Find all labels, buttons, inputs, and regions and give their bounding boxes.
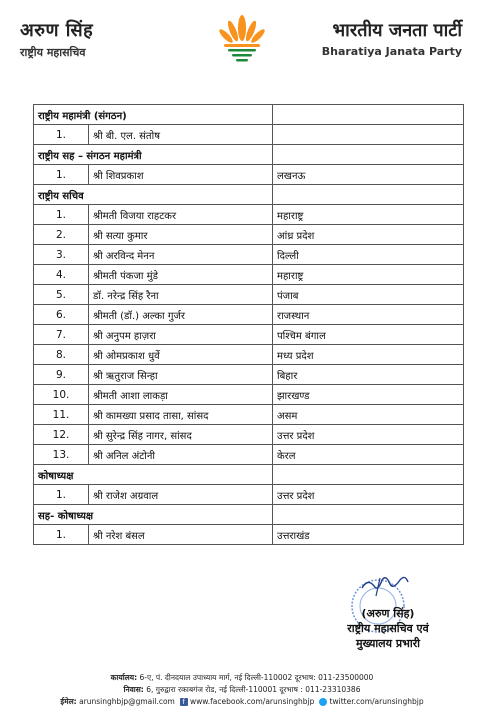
table-row xyxy=(34,485,464,505)
section-header-row xyxy=(34,105,464,125)
row-number: 13. xyxy=(34,445,89,465)
row-number: 6. xyxy=(34,305,89,325)
facebook-icon: f xyxy=(180,698,188,706)
section-header-row xyxy=(34,465,464,485)
footer-residence xyxy=(0,684,484,696)
member-state xyxy=(273,125,464,145)
row-number: 2. xyxy=(34,225,89,245)
member-state: उत्तराखंड xyxy=(273,525,464,545)
member-name: श्री अरविन्द मेनन xyxy=(89,245,273,265)
table-row xyxy=(34,345,464,365)
table-row xyxy=(34,225,464,245)
table-row xyxy=(34,445,464,465)
section-title: राष्ट्रीय सह – संगठन महामंत्री xyxy=(34,145,273,165)
table-row xyxy=(34,325,464,345)
section-header-row xyxy=(34,145,464,165)
section-title: सह- कोषाध्यक्ष xyxy=(34,505,273,525)
member-name: श्री अनिल अंटोनी xyxy=(89,445,273,465)
footer xyxy=(0,672,484,708)
member-state: राजस्थान xyxy=(273,305,464,325)
member-state: बिहार xyxy=(273,365,464,385)
member-name: श्री नरेश बंसल xyxy=(89,525,273,545)
section-title: राष्ट्रीय सचिव xyxy=(34,185,273,205)
signatory-designation-1: राष्ट्रीय महासचिव एवं xyxy=(347,622,429,635)
section-title: कोषाध्यक्ष xyxy=(34,465,273,485)
row-number: 9. xyxy=(34,365,89,385)
email-label: ईमेल: xyxy=(60,697,77,706)
sender-name: अरुण सिंह xyxy=(20,20,94,41)
office-bearers-body xyxy=(34,105,464,545)
footer-office xyxy=(0,672,484,684)
section-title-blank xyxy=(273,185,464,205)
member-name: श्री ऋतुराज सिन्हा xyxy=(89,365,273,385)
office-address: 6-ए, पं. दीनदयाल उपाध्याय मार्ग, नई दिल्ली-110002 दूरभाष: 011-23500000 xyxy=(139,673,374,682)
member-state: झारखण्ड xyxy=(273,385,464,405)
member-name: श्रीमती पंकजा मुंडे xyxy=(89,265,273,285)
email-link[interactable]: arunsinghbjp@gmail.com xyxy=(79,697,175,706)
signatory-designation-2: मुख्यालय प्रभारी xyxy=(355,637,421,650)
table-row xyxy=(34,205,464,225)
office-bearers-table xyxy=(33,104,464,545)
table-row xyxy=(34,285,464,305)
row-number: 1. xyxy=(34,525,89,545)
row-number: 1. xyxy=(34,125,89,145)
section-header-row xyxy=(34,185,464,205)
table-row xyxy=(34,385,464,405)
party-name-english: Bharatiya Janata Party xyxy=(321,45,462,58)
row-number: 1. xyxy=(34,205,89,225)
row-number: 1. xyxy=(34,485,89,505)
table-row xyxy=(34,525,464,545)
row-number: 12. xyxy=(34,425,89,445)
section-title-blank xyxy=(273,465,464,485)
party-block xyxy=(322,18,462,58)
table-row xyxy=(34,305,464,325)
row-number: 10. xyxy=(34,385,89,405)
row-number: 1. xyxy=(34,165,89,185)
section-title-blank xyxy=(273,145,464,165)
table-row xyxy=(34,125,464,145)
member-state: असम xyxy=(273,405,464,425)
member-name: श्री सत्या कुमार xyxy=(89,225,273,245)
section-header-row xyxy=(34,505,464,525)
member-name: श्रीमती आशा लाकड़ा xyxy=(89,385,273,405)
member-state: लखनऊ xyxy=(273,165,464,185)
member-state: पंजाब xyxy=(273,285,464,305)
table-row xyxy=(34,165,464,185)
signatory-name: (अरुण सिंह) xyxy=(361,607,415,620)
row-number: 7. xyxy=(34,325,89,345)
member-name: श्री अनुपम हाज़रा xyxy=(89,325,273,345)
row-number: 8. xyxy=(34,345,89,365)
member-state: आंध्र प्रदेश xyxy=(273,225,464,245)
section-title: राष्ट्रीय महामंत्री (संगठन) xyxy=(34,105,273,125)
row-number: 11. xyxy=(34,405,89,425)
residence-label: निवास: xyxy=(123,685,144,694)
member-state: केरल xyxy=(273,445,464,465)
row-number: 5. xyxy=(34,285,89,305)
table-row xyxy=(34,365,464,385)
member-name: श्री शिवप्रकाश xyxy=(89,165,273,185)
sender-block xyxy=(20,18,93,60)
member-name: डॉ. नरेन्द्र सिंह रैना xyxy=(89,285,273,305)
member-state: मध्य प्रदेश xyxy=(273,345,464,365)
residence-address: 6, गुरुद्वारा रकाबगंज रोड, नई दिल्ली-110001 दूरभाष : 011-23310386 xyxy=(146,685,361,694)
member-name: श्रीमती विजया राहटकर xyxy=(89,205,273,225)
lotus-icon xyxy=(216,8,268,64)
member-name: श्री बी. एल. संतोष xyxy=(89,125,273,145)
office-label: कार्यालय: xyxy=(110,673,138,682)
row-number: 3. xyxy=(34,245,89,265)
footer-contacts xyxy=(0,696,484,708)
table-row xyxy=(34,265,464,285)
sender-role: राष्ट्रीय महासचिव xyxy=(20,46,86,59)
member-name: श्रीमती (डॉ.) अल्का गुर्जर xyxy=(89,305,273,325)
member-name: श्री राजेश अग्रवाल xyxy=(89,485,273,505)
table-row xyxy=(34,405,464,425)
member-state: पश्चिम बंगाल xyxy=(273,325,464,345)
table-row xyxy=(34,245,464,265)
signatory-block xyxy=(318,606,458,651)
member-name: श्री सुरेन्द्र सिंह नागर, सांसद xyxy=(89,425,273,445)
member-state: महाराष्ट्र xyxy=(273,265,464,285)
section-title-blank xyxy=(273,505,464,525)
member-name: श्री कामख्या प्रसाद तासा, सांसद xyxy=(89,405,273,425)
member-name: श्री ओमप्रकाश धुर्वे xyxy=(89,345,273,365)
twitter-icon xyxy=(319,698,327,706)
member-state: उत्तर प्रदेश xyxy=(273,425,464,445)
member-state: महाराष्ट्र xyxy=(273,205,464,225)
member-state: दिल्ली xyxy=(273,245,464,265)
facebook-link[interactable]: www.facebook.com/arunsinghbjp xyxy=(190,697,315,706)
twitter-link[interactable]: twitter.com/arunsinghbjp xyxy=(329,697,424,706)
section-title-blank xyxy=(273,105,464,125)
row-number: 4. xyxy=(34,265,89,285)
party-name-hindi: भारतीय जनता पार्टी xyxy=(332,20,462,41)
table-row xyxy=(34,425,464,445)
member-state: उत्तर प्रदेश xyxy=(273,485,464,505)
